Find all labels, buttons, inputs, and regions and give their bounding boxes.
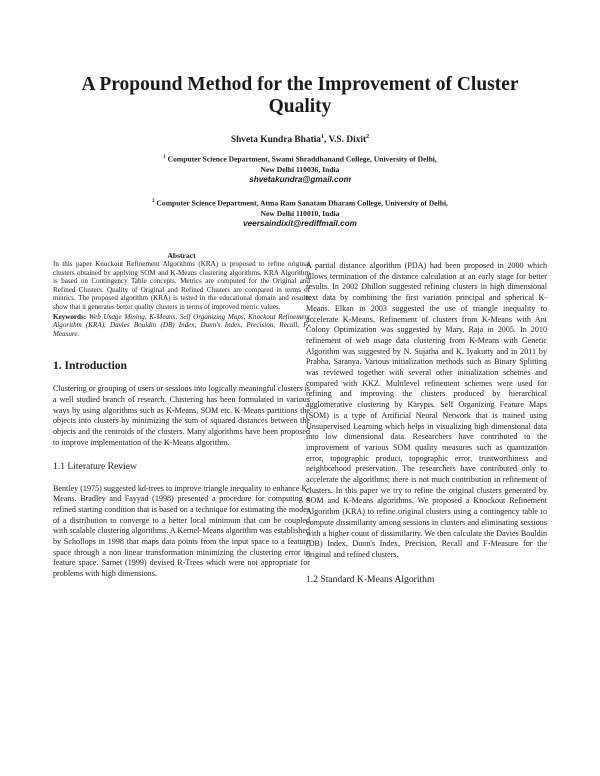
section-1-paragraph: Clustering or grouping of users or sessions into logically meaningful clusters is a well studied branch of research. Clustering has been formulated in various ways by using algorithms such as K-Means, SOM etc. K-Means partitions the objects into clusters by minimizing the sum of squared distances between the objects and the centroids of the clusters. Many algorithms have been proposed to improve implementation of the K-Means algorithm. <box>53 384 310 447</box>
affiliation-1 <box>0 153 600 185</box>
section-1-2-heading: 1.2 Standard K-Means Algorithm <box>306 573 435 585</box>
author-2: V.S. Dixit <box>328 135 367 146</box>
keywords-list: Web Usage Mining, K-Means, Self Organizing Maps, Knockout Refinement Algorithm (KRA), Davies Bouldin (DB) Index, Dunn's Index, Precision, Recall, F-Measure. <box>53 312 310 338</box>
section-1-1-paragraph: Bentley (1975) suggested kd-trees to improve triangle inequality to enhance K-Means. Bradley and Fayyad (1998) presented a procedure for computing a refined starting condition that is based on a technique for estimating the modes of a distribution to converge to a better local minimum that can be coupled with scalable clustering algorithms. A Kernel-Means algorithm was established by Schollops in 1998 that maps data points from the input space to a feature space through a non linear transformation minimizing the clustering error in feature space. Sarnet (1999) devised R-Trees which were not appropriate for problems with high dimensions. <box>53 483 310 579</box>
paper-title: A Propound Method for the Improvement of Cluster Quality <box>81 74 519 117</box>
section-1-heading: 1. Introduction <box>53 360 127 373</box>
section-1-1-heading: 1.1 Literature Review <box>53 460 137 472</box>
author-separator: , <box>323 135 329 146</box>
affiliation-1-line-1 <box>0 153 600 165</box>
author-1: Shveta Kundra Bhatia <box>230 135 321 146</box>
affiliation-1-marker: 1 <box>163 155 166 160</box>
author-1-affiliation-marker: 1 <box>320 134 324 140</box>
keywords <box>53 313 310 339</box>
affiliation-1-department: Computer Science Department, Swami Shraddhanand College, University of Delhi, <box>165 154 437 164</box>
abstract-text: In this paper Knockout Refinement Algorithms (KRA) is proposed to refine original clusters obtained by applying SOM and K-Means clustering algorithms. KRA Algorithm is based on Contingency Table concepts. Metrics are computed for the Original and Refined Clusters. Quality of Original and Refined Clusters are compared in terms of metrics. The proposed algorithm (KRA) is tested in the educational domain and results show that it generates better quality clusters in terms of improved metric values. <box>53 260 310 311</box>
affiliation-2 <box>0 197 600 229</box>
affiliation-1-email[interactable]: shvetakundra@gmail.com <box>249 174 351 184</box>
author-2-affiliation-marker: 2 <box>366 134 370 140</box>
affiliation-2-email[interactable]: veersaindixit@rediffmail.com <box>243 218 357 228</box>
affiliation-2-line-1 <box>0 197 600 209</box>
affiliation-1-line-2: New Delhi 110036, India <box>260 164 340 174</box>
right-column-paragraph: A partial distance algorithm (PDA) had been proposed in 2000 which allows termination of the distance calculation at an early stage for better results. In 2002 Dhillon suggested refining clusters in high dimensional text data by combining the first variation principal and spherical K-Means. Elkan in 2003 suggested the use of triangle inequality to accelerate K-Means. Refinement of clusters from K-Means with Ant Colony Optimization was suggested by Mary, Raja in 2005. In 2010 refinement of web usage data clustering from K-Means with Genetic Algorithm was suggested by N. Sujatha and K. Iyakutty and in 2011 by Prabha, Saranya. Various initialization methods such as Binary Splitting was reviewed together with several other initialization schemes and compared with KKZ. Multilevel refinement schemes were used for refining and improving the clusters produced by hierarchical agglomerative clustering by Karypis. Self Organizing Feature Maps (SOM) is a type of Artificial Neural Network that is trained using Unsupervised Learning which helps in visualizing high dimensional data into low dimensional data. Researchers have contributed to the improvement of various SOM quality measures such as quantization error, topographic product, topographic error, trustworthiness and neighborhood preservation. The researchers have contributed only to accelerate the algorithms; there is not much contribution in refinement of clusters. In this paper we try to refine the original clusters generated by SOM and K-Means algorithms. We proposed a Knockout Refinement Algorithm (KRA) to refine original clusters using a contingency table to compute dissimilarity among sessions in clusters and eliminating sessions with a higher count of dissimilarity. We then calculate the Davies Bouldin (DB) Index, Dunn's Index, Precision, Recall and F-Measure for the original and refined clusters. <box>306 261 547 559</box>
right-column <box>306 261 547 585</box>
abstract-heading: Abstract <box>167 251 196 260</box>
affiliation-2-department: Computer Science Department, Atma Ram Sanatam Dharam College, University of Delhi, <box>154 198 448 208</box>
keywords-label: Keywords: <box>53 312 87 321</box>
affiliation-2-line-2: New Delhi 110010, India <box>260 208 340 218</box>
left-column <box>53 260 310 580</box>
author-line <box>0 134 600 145</box>
affiliation-2-marker: 2 <box>152 199 155 204</box>
